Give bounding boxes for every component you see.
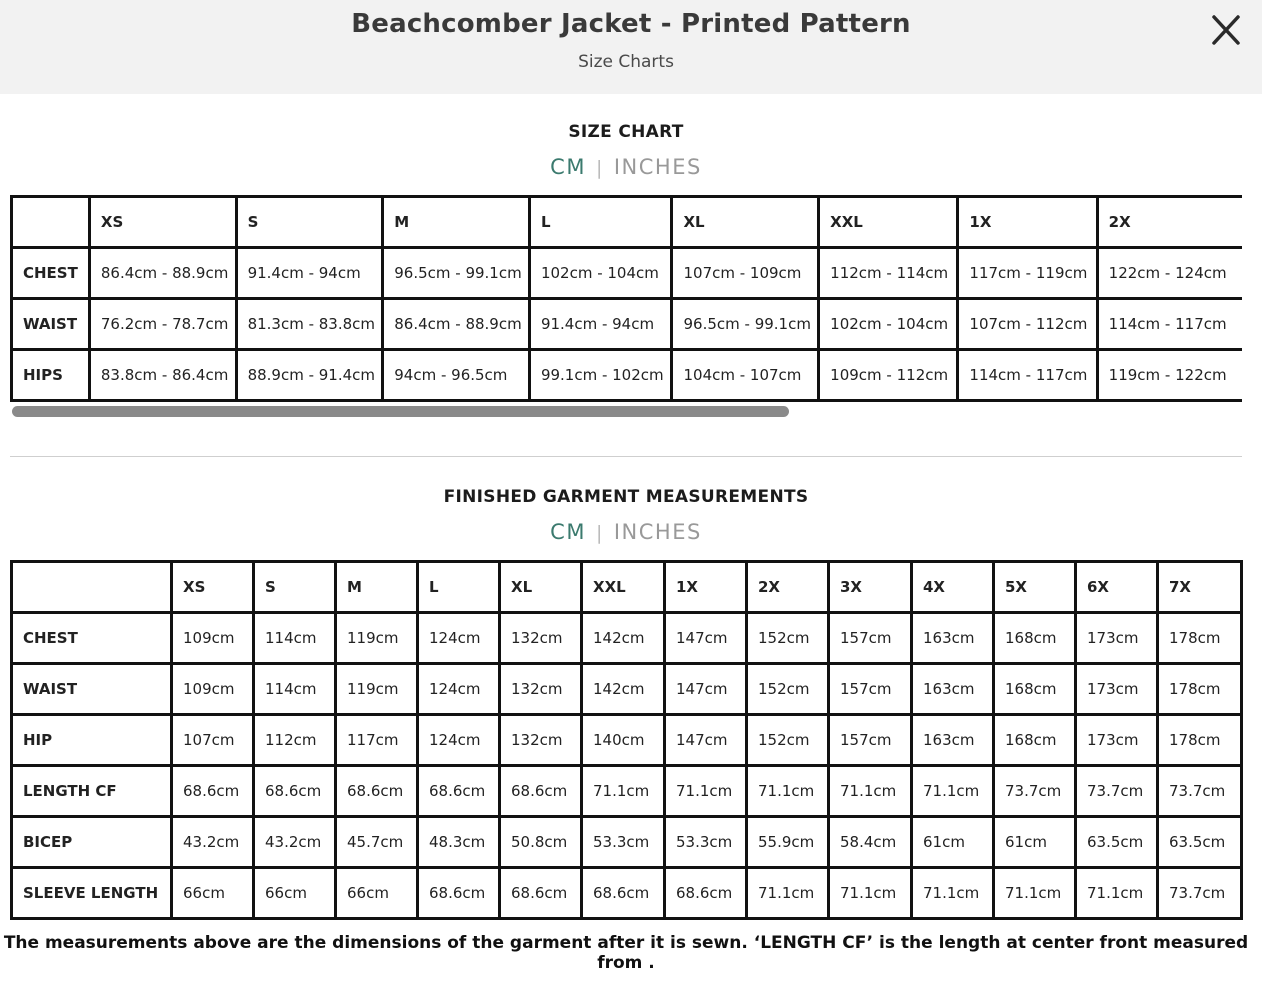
garment-chart-cell: 68.6cm bbox=[500, 766, 582, 817]
garment-chart-size-header: S bbox=[254, 562, 336, 613]
page-subtitle: Size Charts bbox=[578, 52, 674, 72]
size-chart-cell: 91.4cm - 94cm bbox=[236, 248, 383, 299]
garment-chart-cell: 71.1cm bbox=[994, 868, 1076, 919]
garment-chart-cell: 71.1cm bbox=[1076, 868, 1158, 919]
garment-chart-size-header: L bbox=[418, 562, 500, 613]
garment-chart-cell: 68.6cm bbox=[418, 766, 500, 817]
garment-footnote: The measurements above are the dimensions of the garment after it is sewn. ‘LENGTH CF’ is the length at center front measured from . bbox=[3, 933, 1249, 973]
garment-chart-cell: 71.1cm bbox=[912, 766, 994, 817]
garment-chart-cell: 68.6cm bbox=[254, 766, 336, 817]
unit-separator: | bbox=[595, 157, 604, 179]
size-chart-size-header: S bbox=[236, 197, 383, 248]
garment-chart-row-label: HIP bbox=[12, 715, 172, 766]
size-chart-size-header: 2X bbox=[1097, 197, 1242, 248]
size-chart-cell: 86.4cm - 88.9cm bbox=[383, 299, 530, 350]
garment-chart-cell: 147cm bbox=[665, 664, 747, 715]
size-chart-header-row bbox=[12, 197, 1243, 248]
garment-chart-row-label: CHEST bbox=[12, 613, 172, 664]
garment-chart-size-header: M bbox=[336, 562, 418, 613]
size-chart-cell: 102cm - 104cm bbox=[529, 248, 672, 299]
garment-chart-cell: 152cm bbox=[747, 664, 829, 715]
garment-chart-cell: 68.6cm bbox=[336, 766, 418, 817]
garment-chart-cell: 68.6cm bbox=[665, 868, 747, 919]
size-chart-scroll-container[interactable] bbox=[10, 195, 1242, 403]
garment-chart-cell: 73.7cm bbox=[994, 766, 1076, 817]
size-chart-cell: 117cm - 119cm bbox=[958, 248, 1097, 299]
size-chart-row-label: CHEST bbox=[12, 248, 90, 299]
garment-chart-cell: 43.2cm bbox=[172, 817, 254, 868]
garment-chart-cell: 142cm bbox=[582, 613, 665, 664]
garment-chart-size-header: 4X bbox=[912, 562, 994, 613]
garment-chart-cell: 71.1cm bbox=[747, 868, 829, 919]
garment-chart-cell: 168cm bbox=[994, 715, 1076, 766]
size-chart-unit-toggle bbox=[0, 155, 1252, 179]
garment-chart-cell: 173cm bbox=[1076, 613, 1158, 664]
garment-chart-size-header: XL bbox=[500, 562, 582, 613]
garment-chart-cell: 58.4cm bbox=[829, 817, 912, 868]
size-chart-cell: 99.1cm - 102cm bbox=[529, 350, 672, 401]
garment-chart-cell: 119cm bbox=[336, 613, 418, 664]
garment-chart-size-header: 6X bbox=[1076, 562, 1158, 613]
garment-chart-cell: 71.1cm bbox=[665, 766, 747, 817]
garment-chart-cell: 63.5cm bbox=[1158, 817, 1242, 868]
size-chart-size-header: XXL bbox=[819, 197, 958, 248]
garment-chart-size-header: 5X bbox=[994, 562, 1076, 613]
garment-chart-size-header: 2X bbox=[747, 562, 829, 613]
garment-chart-cell: 157cm bbox=[829, 715, 912, 766]
garment-chart-cell: 152cm bbox=[747, 613, 829, 664]
garment-chart-cell: 152cm bbox=[747, 715, 829, 766]
garment-chart-row-label: WAIST bbox=[12, 664, 172, 715]
size-chart-cell: 119cm - 122cm bbox=[1097, 350, 1242, 401]
garment-chart-cell: 132cm bbox=[500, 664, 582, 715]
garment-chart-cell: 168cm bbox=[994, 613, 1076, 664]
size-chart-cell: 104cm - 107cm bbox=[672, 350, 819, 401]
garment-chart-cell: 178cm bbox=[1158, 715, 1242, 766]
garment-chart-cell: 132cm bbox=[500, 715, 582, 766]
garment-chart-cell: 71.1cm bbox=[747, 766, 829, 817]
size-chart-cell: 83.8cm - 86.4cm bbox=[89, 350, 236, 401]
garment-chart-size-header: 7X bbox=[1158, 562, 1242, 613]
garment-chart-cell: 112cm bbox=[254, 715, 336, 766]
garment-chart-cell: 163cm bbox=[912, 664, 994, 715]
garment-chart-cell: 63.5cm bbox=[1076, 817, 1158, 868]
garment-chart-cell: 73.7cm bbox=[1158, 766, 1242, 817]
garment-chart-cell: 132cm bbox=[500, 613, 582, 664]
garment-chart-row-label: SLEEVE LENGTH bbox=[12, 868, 172, 919]
size-chart-cell: 102cm - 104cm bbox=[819, 299, 958, 350]
garment-chart-cell: 61cm bbox=[912, 817, 994, 868]
garment-chart-cell: 68.6cm bbox=[500, 868, 582, 919]
garment-chart-row bbox=[12, 613, 1242, 664]
garment-chart-table bbox=[10, 560, 1243, 920]
section-divider bbox=[10, 456, 1242, 457]
garment-chart-cell: 147cm bbox=[665, 715, 747, 766]
garment-chart-row-label: BICEP bbox=[12, 817, 172, 868]
garment-chart-size-header: XXL bbox=[582, 562, 665, 613]
size-chart-cell: 122cm - 124cm bbox=[1097, 248, 1242, 299]
size-chart-cell: 76.2cm - 78.7cm bbox=[89, 299, 236, 350]
horizontal-scrollbar[interactable] bbox=[12, 406, 789, 417]
garment-chart-header-row bbox=[12, 562, 1242, 613]
garment-chart-cell: 114cm bbox=[254, 613, 336, 664]
size-chart-size-header: XS bbox=[89, 197, 236, 248]
size-chart-size-header: M bbox=[383, 197, 530, 248]
garment-chart-cell: 117cm bbox=[336, 715, 418, 766]
garment-chart-cell: 178cm bbox=[1158, 664, 1242, 715]
garment-chart-inches-tab[interactable]: INCHES bbox=[613, 520, 702, 544]
size-chart-cell: 81.3cm - 83.8cm bbox=[236, 299, 383, 350]
size-chart-cm-tab[interactable]: CM bbox=[550, 155, 586, 179]
garment-chart-cell: 178cm bbox=[1158, 613, 1242, 664]
size-chart-title: SIZE CHART bbox=[568, 122, 684, 142]
garment-chart-cell: 53.3cm bbox=[665, 817, 747, 868]
garment-chart-cm-tab[interactable]: CM bbox=[550, 520, 586, 544]
garment-chart-cell: 163cm bbox=[912, 613, 994, 664]
size-chart-row-label: HIPS bbox=[12, 350, 90, 401]
garment-chart-row bbox=[12, 715, 1242, 766]
garment-chart-unit-toggle bbox=[0, 520, 1252, 544]
garment-chart-row bbox=[12, 766, 1242, 817]
size-chart-cell: 91.4cm - 94cm bbox=[529, 299, 672, 350]
size-chart-cell: 107cm - 112cm bbox=[958, 299, 1097, 350]
garment-chart-cell: 124cm bbox=[418, 715, 500, 766]
unit-separator: | bbox=[595, 522, 604, 544]
garment-chart-cell: 140cm bbox=[582, 715, 665, 766]
garment-chart-cell: 119cm bbox=[336, 664, 418, 715]
garment-chart-row bbox=[12, 868, 1242, 919]
size-chart-cell: 114cm - 117cm bbox=[958, 350, 1097, 401]
size-chart-cell: 94cm - 96.5cm bbox=[383, 350, 530, 401]
size-chart-cell: 112cm - 114cm bbox=[819, 248, 958, 299]
garment-chart-cell: 114cm bbox=[254, 664, 336, 715]
garment-chart-row bbox=[12, 664, 1242, 715]
garment-chart-cell: 109cm bbox=[172, 613, 254, 664]
garment-chart-size-header: XS bbox=[172, 562, 254, 613]
garment-chart-cell: 55.9cm bbox=[747, 817, 829, 868]
size-chart-table bbox=[10, 195, 1242, 402]
garment-chart-row bbox=[12, 817, 1242, 868]
garment-chart-cell: 124cm bbox=[418, 613, 500, 664]
size-chart-row bbox=[12, 350, 1243, 401]
size-chart-cell: 96.5cm - 99.1cm bbox=[383, 248, 530, 299]
close-icon bbox=[1206, 12, 1246, 48]
garment-chart-cell: 45.7cm bbox=[336, 817, 418, 868]
garment-chart-cell: 173cm bbox=[1076, 664, 1158, 715]
garment-chart-cell: 107cm bbox=[172, 715, 254, 766]
garment-chart-cell: 157cm bbox=[829, 613, 912, 664]
garment-chart-cell: 73.7cm bbox=[1076, 766, 1158, 817]
garment-chart-cell: 73.7cm bbox=[1158, 868, 1242, 919]
garment-chart-cell: 61cm bbox=[994, 817, 1076, 868]
garment-chart-cell: 168cm bbox=[994, 664, 1076, 715]
garment-chart-cell: 147cm bbox=[665, 613, 747, 664]
close-button[interactable] bbox=[1206, 12, 1246, 48]
garment-chart-cell: 43.2cm bbox=[254, 817, 336, 868]
size-chart-row bbox=[12, 299, 1243, 350]
page-title: Beachcomber Jacket - Printed Pattern bbox=[351, 9, 911, 39]
garment-chart-cell: 163cm bbox=[912, 715, 994, 766]
size-chart-row-label: WAIST bbox=[12, 299, 90, 350]
size-chart-cell: 86.4cm - 88.9cm bbox=[89, 248, 236, 299]
garment-chart-cell: 142cm bbox=[582, 664, 665, 715]
garment-chart-row-label: LENGTH CF bbox=[12, 766, 172, 817]
garment-chart-cell: 157cm bbox=[829, 664, 912, 715]
garment-chart-cell: 53.3cm bbox=[582, 817, 665, 868]
garment-chart-cell: 71.1cm bbox=[912, 868, 994, 919]
size-chart-cell: 114cm - 117cm bbox=[1097, 299, 1242, 350]
garment-chart-cell: 71.1cm bbox=[829, 868, 912, 919]
size-chart-cell: 88.9cm - 91.4cm bbox=[236, 350, 383, 401]
garment-chart-cell: 71.1cm bbox=[582, 766, 665, 817]
modal-header bbox=[0, 0, 1262, 94]
garment-chart-cell: 71.1cm bbox=[829, 766, 912, 817]
size-chart-row bbox=[12, 248, 1243, 299]
garment-chart-cell: 109cm bbox=[172, 664, 254, 715]
size-chart-corner-cell bbox=[12, 197, 90, 248]
garment-chart-size-header: 3X bbox=[829, 562, 912, 613]
garment-chart-cell: 66cm bbox=[254, 868, 336, 919]
garment-chart-cell: 66cm bbox=[336, 868, 418, 919]
garment-chart-cell: 66cm bbox=[172, 868, 254, 919]
size-chart-size-header: L bbox=[529, 197, 672, 248]
garment-chart-cell: 173cm bbox=[1076, 715, 1158, 766]
garment-chart-cell: 50.8cm bbox=[500, 817, 582, 868]
size-chart-size-header: 1X bbox=[958, 197, 1097, 248]
size-chart-cell: 109cm - 112cm bbox=[819, 350, 958, 401]
garment-chart-cell: 68.6cm bbox=[418, 868, 500, 919]
garment-chart-size-header: 1X bbox=[665, 562, 747, 613]
garment-chart-corner-cell bbox=[12, 562, 172, 613]
size-chart-cell: 96.5cm - 99.1cm bbox=[672, 299, 819, 350]
size-chart-size-header: XL bbox=[672, 197, 819, 248]
size-chart-cell: 107cm - 109cm bbox=[672, 248, 819, 299]
garment-chart-cell: 48.3cm bbox=[418, 817, 500, 868]
garment-chart-cell: 68.6cm bbox=[582, 868, 665, 919]
size-chart-inches-tab[interactable]: INCHES bbox=[613, 155, 702, 179]
garment-chart-title: FINISHED GARMENT MEASUREMENTS bbox=[443, 487, 809, 507]
garment-chart-cell: 68.6cm bbox=[172, 766, 254, 817]
garment-chart-cell: 124cm bbox=[418, 664, 500, 715]
